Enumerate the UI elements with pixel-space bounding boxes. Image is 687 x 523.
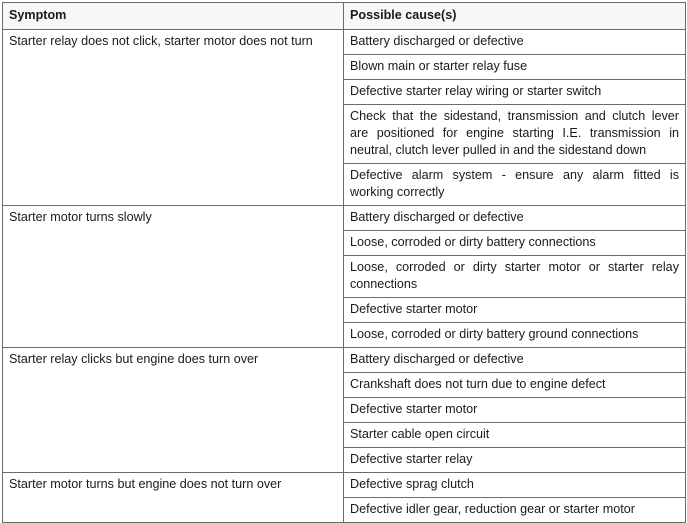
- table-header-row: [3, 3, 686, 30]
- cause-cell: Loose, corroded or dirty battery connections: [344, 231, 686, 256]
- cause-cell: Defective starter relay wiring or starter switch: [344, 80, 686, 105]
- table-row: [3, 473, 686, 498]
- cause-cell: Check that the sidestand, transmission and clutch lever are positioned for engine starting I.E. transmission in neutral, clutch lever pulled in and the sidestand down: [344, 105, 686, 164]
- table-body: [3, 30, 686, 523]
- cause-cell: Loose, corroded or dirty starter motor or starter relay connections: [344, 256, 686, 298]
- table-row: [3, 348, 686, 373]
- symptom-cell: Starter motor turns slowly: [3, 206, 344, 348]
- cause-cell: Battery discharged or defective: [344, 348, 686, 373]
- cause-cell: Crankshaft does not turn due to engine defect: [344, 373, 686, 398]
- cause-cell: Defective idler gear, reduction gear or starter motor: [344, 498, 686, 523]
- cause-cell: Defective starter motor: [344, 398, 686, 423]
- table-row: [3, 206, 686, 231]
- cause-cell: Blown main or starter relay fuse: [344, 55, 686, 80]
- cause-cell: Starter cable open circuit: [344, 423, 686, 448]
- cause-cell: Battery discharged or defective: [344, 30, 686, 55]
- cause-cell: Loose, corroded or dirty battery ground connections: [344, 323, 686, 348]
- symptom-cell: Starter motor turns but engine does not turn over: [3, 473, 344, 523]
- cause-column-header: Possible cause(s): [344, 3, 686, 30]
- symptom-column-header: Symptom: [3, 3, 344, 30]
- table-row: [3, 30, 686, 55]
- cause-cell: Defective starter relay: [344, 448, 686, 473]
- cause-cell: Defective sprag clutch: [344, 473, 686, 498]
- cause-cell: Defective alarm system - ensure any alarm fitted is working correctly: [344, 164, 686, 206]
- symptom-cell: Starter relay clicks but engine does turn over: [3, 348, 344, 473]
- troubleshooting-table: [2, 2, 686, 523]
- symptom-cell: Starter relay does not click, starter motor does not turn: [3, 30, 344, 206]
- cause-cell: Defective starter motor: [344, 298, 686, 323]
- cause-cell: Battery discharged or defective: [344, 206, 686, 231]
